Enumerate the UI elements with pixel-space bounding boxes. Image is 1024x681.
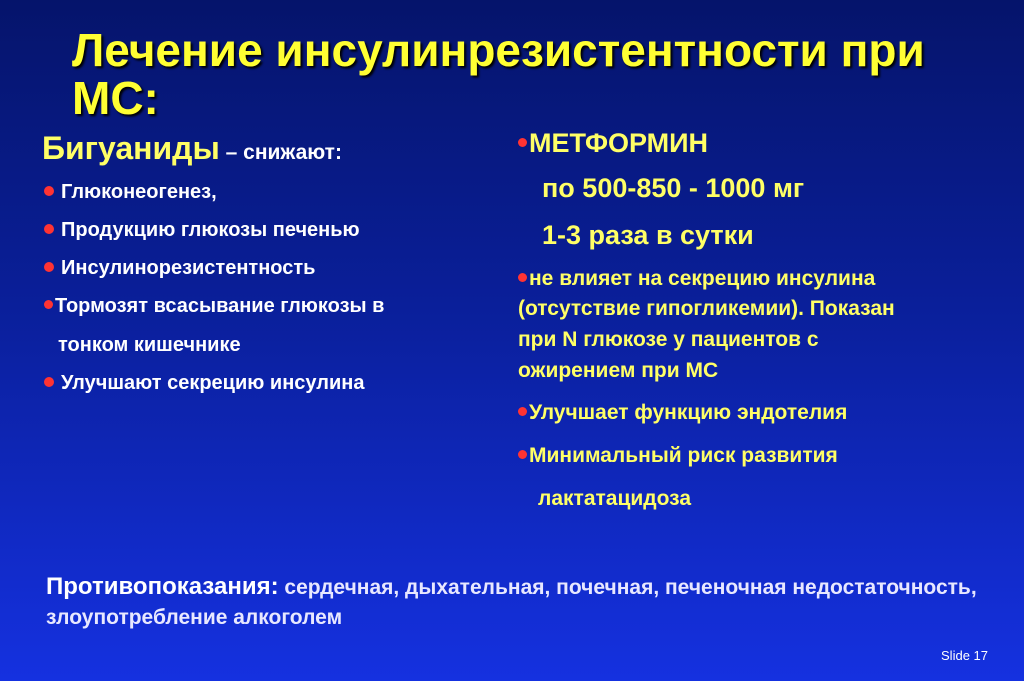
biguanides-label: Бигуаниды bbox=[42, 130, 220, 166]
bullet-icon bbox=[518, 273, 527, 282]
drug-name: МЕТФОРМИН bbox=[518, 128, 708, 159]
bullet-icon bbox=[518, 450, 527, 459]
right-point-line: лактатацидоза bbox=[538, 487, 691, 510]
bullet-icon bbox=[44, 262, 54, 272]
heading-suffix: – снижают: bbox=[219, 141, 342, 164]
bullet-icon bbox=[44, 377, 54, 387]
left-list-item: Тормозят всасывание глюкозы в bbox=[44, 295, 384, 318]
drug-dose: по 500-850 - 1000 мг bbox=[542, 173, 805, 203]
right-point-line: ожирением при МС bbox=[518, 359, 719, 382]
slide-title: Лечение инсулинрезистентности при МС: bbox=[72, 24, 925, 124]
slide-number: Slide 17 bbox=[941, 648, 988, 663]
right-point-line: не влияет на секрецию инсулина bbox=[518, 267, 875, 291]
bullet-icon bbox=[518, 407, 527, 416]
right-point-line: (отсутствие гипогликемии). Показан bbox=[518, 297, 895, 320]
bullet-icon bbox=[44, 300, 53, 309]
right-point-line: Минимальный риск развития bbox=[518, 444, 838, 468]
contraindications-label: Противопоказания: bbox=[46, 573, 279, 600]
contraindications bbox=[46, 572, 986, 633]
left-list-item: Глюконеогенез, bbox=[44, 181, 217, 204]
left-list-item: Улучшают секрецию инсулина bbox=[44, 372, 364, 395]
left-list-item-continuation: тонком кишечнике bbox=[58, 334, 241, 356]
bullet-icon bbox=[44, 224, 54, 234]
drug-frequency: 1-3 раза в сутки bbox=[542, 220, 754, 250]
left-list-item: Продукцию глюкозы печенью bbox=[44, 219, 360, 242]
bullet-icon bbox=[44, 186, 54, 196]
right-point-line: Улучшает функцию эндотелия bbox=[518, 401, 847, 425]
biguanides-heading bbox=[42, 130, 342, 167]
contraindications-text: сердечная, дыхательная, почечная, печеночная недостаточность, злоупотребление алкоголем bbox=[46, 576, 977, 629]
right-point-line: при N глюкозе у пациентов с bbox=[518, 328, 819, 351]
left-list-item: Инсулинорезистентность bbox=[44, 257, 315, 280]
bullet-icon bbox=[518, 138, 527, 147]
